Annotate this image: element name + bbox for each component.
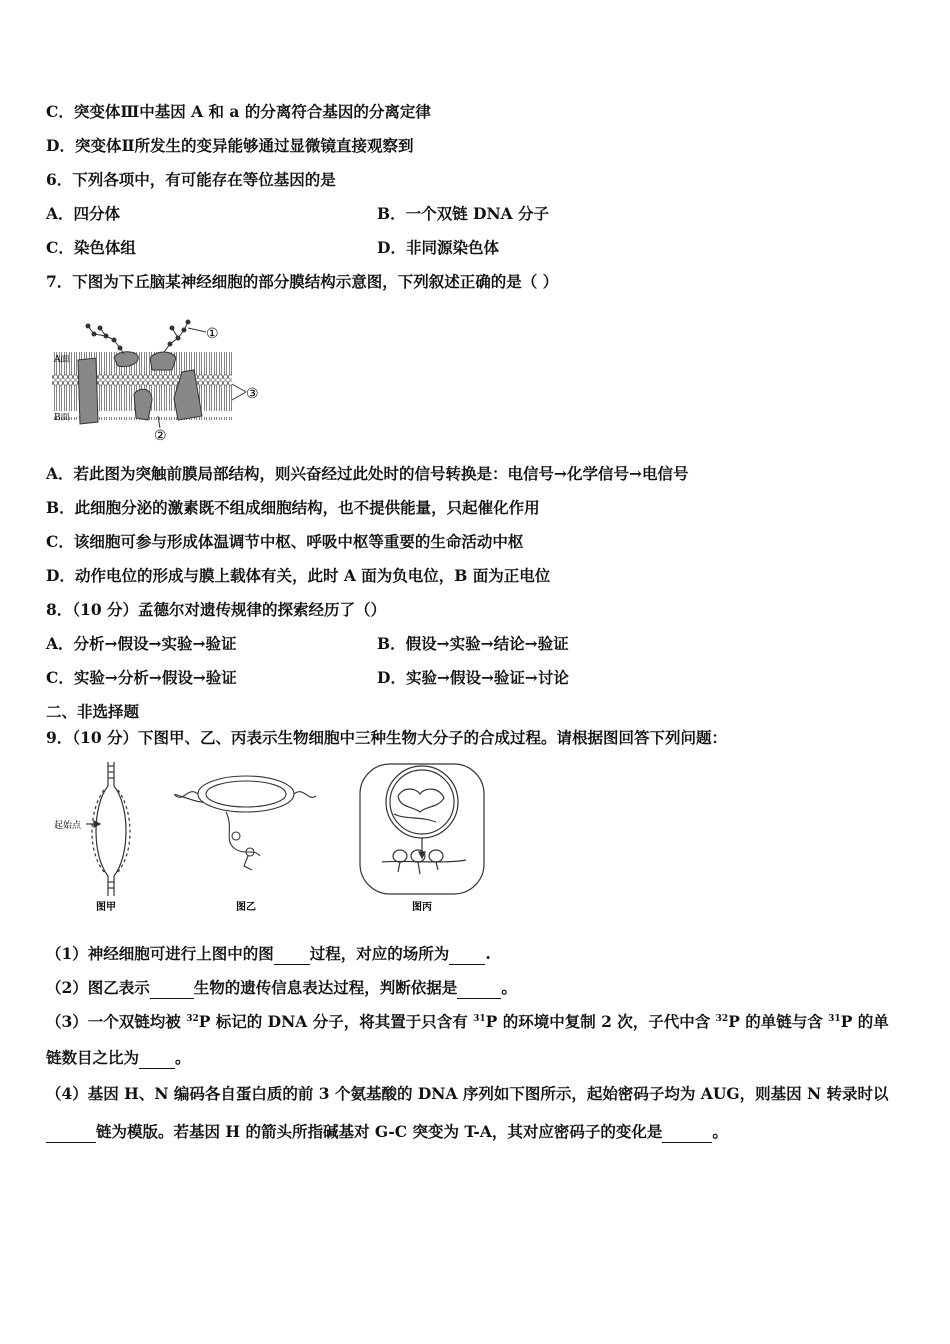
q7-option-a bbox=[46, 464, 689, 484]
q9-subquestion-4: （4）基因 H、N 编码各自蛋白质的前 3 个氨基酸的 DNA 序列如下图所示，起始密码子均为 AUG，则基因 N 转录时以 bbox=[46, 1084, 889, 1103]
figure-yi bbox=[175, 776, 316, 870]
answer-blank[interactable] bbox=[662, 1122, 712, 1143]
option-text: 此细胞分泌的激素既不组成细胞结构，也不提供能量，只起催化作用 bbox=[74, 498, 540, 517]
q5-option-d bbox=[46, 136, 414, 156]
answer-blank[interactable] bbox=[449, 944, 485, 965]
isotope-superscript: 31 bbox=[828, 1013, 841, 1024]
option-label: A． bbox=[46, 634, 74, 653]
answer-blank[interactable] bbox=[46, 1122, 96, 1143]
option-label: C． bbox=[46, 102, 74, 121]
q5-option-c bbox=[46, 102, 431, 122]
option-label: C． bbox=[46, 532, 74, 551]
option-text: 假设→实验→结论→验证 bbox=[405, 634, 569, 653]
section-title: 二、非选择题 bbox=[46, 702, 140, 721]
option-label: D． bbox=[46, 566, 75, 585]
option-text: 染色体组 bbox=[73, 238, 136, 257]
text-segment: P 的环境中复制 2 次，子代中含 bbox=[485, 1012, 716, 1031]
q9-subquestion-2 bbox=[46, 978, 517, 999]
option-text: 实验→假设→验证→讨论 bbox=[405, 668, 569, 687]
option-label: D． bbox=[377, 668, 406, 687]
option-text: 实验→分析→假设→验证 bbox=[73, 668, 237, 687]
marker-2: ② bbox=[154, 428, 167, 442]
q8-option-d bbox=[377, 668, 569, 688]
text-segment: 过程，对应的场所为 bbox=[309, 944, 450, 963]
marker-3: ③ bbox=[246, 386, 259, 402]
text-segment: 生物的遗传信息表达过程，判断依据是 bbox=[193, 978, 458, 997]
q7-option-b bbox=[46, 498, 540, 518]
q6-option-a bbox=[46, 204, 120, 224]
q9-subquestion-3 bbox=[46, 1012, 889, 1032]
side-a-label: A面 bbox=[54, 355, 70, 365]
text-segment: （1）神经细胞可进行上图中的图 bbox=[46, 944, 274, 963]
answer-blank[interactable] bbox=[457, 978, 501, 999]
text-segment: （2）图乙表示 bbox=[46, 978, 150, 997]
option-text: 分析→假设→实验→验证 bbox=[73, 634, 237, 653]
answer-blank[interactable] bbox=[139, 1048, 175, 1069]
pointer-line-3a bbox=[232, 384, 246, 392]
option-label: A． bbox=[46, 204, 74, 223]
text-segment: 。 bbox=[501, 978, 517, 997]
option-text: 突变体Ⅱ所发生的变异能够通过显微镜直接观察到 bbox=[74, 136, 414, 155]
option-label: D． bbox=[377, 238, 406, 257]
marker-1: ① bbox=[206, 326, 219, 342]
option-label: B． bbox=[377, 204, 406, 223]
caption-bing: 图丙 bbox=[412, 902, 432, 913]
text-segment: P 的单 bbox=[840, 1012, 889, 1031]
option-text: 动作电位的形成与膜上载体有关，此时 A 面为负电位，B 面为正电位 bbox=[74, 566, 551, 585]
membrane-diagram bbox=[48, 312, 278, 442]
protein-middle bbox=[134, 389, 152, 420]
text-segment: 。 bbox=[175, 1048, 191, 1067]
text-segment: 链为模版。若基因 H 的箭头所指碱基对 G-C 突变为 T-A，其对应密码子的变化是 bbox=[96, 1122, 663, 1141]
q8-option-a bbox=[46, 634, 237, 654]
text-segment: P 标记的 DNA 分子，将其置于只含有 bbox=[198, 1012, 474, 1031]
q6-option-b bbox=[377, 204, 549, 224]
q6-option-d bbox=[377, 238, 499, 258]
sugar-chain-left bbox=[86, 324, 124, 354]
text-segment: P 的单链与含 bbox=[728, 1012, 829, 1031]
pointer-line-1 bbox=[188, 328, 206, 332]
option-label: B． bbox=[46, 498, 75, 517]
option-label: C． bbox=[46, 238, 74, 257]
option-text: 该细胞可参与形成体温调节中枢、呼吸中枢等重要的生命活动中枢 bbox=[73, 532, 524, 551]
figure-jia bbox=[86, 762, 130, 896]
start-point-label: 起始点 bbox=[54, 821, 82, 831]
q8-option-b bbox=[377, 634, 569, 654]
q9-subquestion-3-cont bbox=[46, 1048, 191, 1069]
text-segment: 。 bbox=[712, 1122, 728, 1141]
option-label: B． bbox=[377, 634, 406, 653]
q8-option-c bbox=[46, 668, 237, 688]
answer-blank[interactable] bbox=[274, 944, 310, 965]
option-text: 非同源染色体 bbox=[405, 238, 499, 257]
q9-subquestion-1 bbox=[46, 944, 491, 965]
option-text: 突变体Ⅲ中基因 A 和 a 的分离符合基因的分离定律 bbox=[73, 102, 431, 121]
pointer-line-3b bbox=[232, 392, 246, 400]
protein-glyco bbox=[150, 352, 176, 370]
q6-stem: 6．下列各项中，有可能存在等位基因的是 bbox=[46, 170, 336, 189]
q7-option-d bbox=[46, 566, 550, 586]
q9-stem: 9．（10 分）下图甲、乙、丙表示生物细胞中三种生物大分子的合成过程。请根据图回答下列问题： bbox=[46, 728, 728, 747]
caption-yi: 图乙 bbox=[236, 902, 256, 913]
option-text: 一个双链 DNA 分子 bbox=[405, 204, 550, 223]
isotope-superscript: 32 bbox=[186, 1013, 199, 1024]
option-label: C． bbox=[46, 668, 74, 687]
text-segment: （3）一个双链均被 bbox=[46, 1012, 187, 1031]
synthesis-figures bbox=[48, 756, 508, 918]
q6-option-c bbox=[46, 238, 136, 258]
option-label: A． bbox=[46, 464, 74, 483]
side-b-label: B面 bbox=[54, 413, 70, 423]
option-label: D． bbox=[46, 136, 75, 155]
option-text: 若此图为突触前膜局部结构，则兴奋经过此处时的信号转换是：电信号→化学信号→电信号 bbox=[73, 464, 689, 483]
sugar-chain-right bbox=[164, 320, 190, 352]
protein-left bbox=[78, 358, 98, 424]
text-segment: . bbox=[485, 944, 491, 963]
q7-stem: 7．下图为下丘脑某神经细胞的部分膜结构示意图，下列叙述正确的是（ ） bbox=[46, 272, 559, 291]
q8-stem: 8．（10 分）孟德尔对遗传规律的探索经历了（） bbox=[46, 600, 387, 619]
q9-subquestion-4-cont bbox=[46, 1122, 728, 1143]
isotope-superscript: 32 bbox=[715, 1013, 729, 1024]
text-segment: 链数目之比为 bbox=[46, 1048, 140, 1067]
answer-blank[interactable] bbox=[150, 978, 194, 999]
q7-option-c bbox=[46, 532, 523, 552]
caption-jia: 图甲 bbox=[96, 902, 116, 913]
isotope-superscript: 31 bbox=[473, 1013, 486, 1024]
figure-bing bbox=[360, 764, 484, 894]
option-text: 四分体 bbox=[73, 204, 121, 223]
